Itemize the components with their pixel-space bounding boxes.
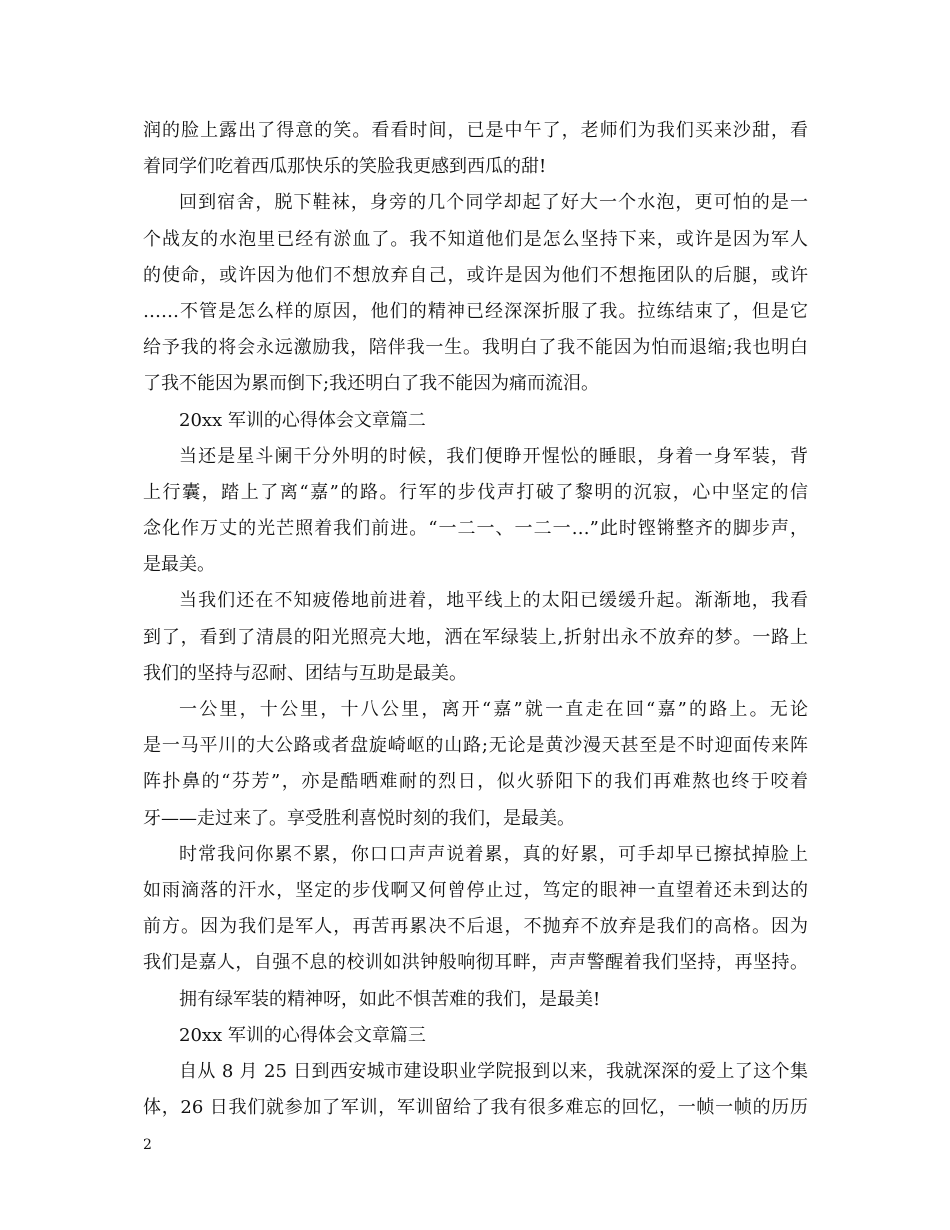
text-line: 20xx 军训的心得体会文章篇三 — [179, 1024, 426, 1046]
text-line: 如雨滴落的汗水，坚定的步伐啊又何曾停止过，笃定的眼神一直望着还未到达的 — [143, 879, 808, 901]
page-number: 2 — [143, 1137, 152, 1153]
text-line: 是最美。 — [143, 554, 215, 576]
text-line: 阵扑鼻的“芬芳”，亦是酷晒难耐的烈日，似火骄阳下的我们再难熬也终于咬着 — [143, 771, 808, 793]
text-line: 牙——走过来了。享受胜利喜悦时刻的我们，是最美。 — [143, 807, 575, 829]
text-line: 上行囊，踏上了离“嘉”的路。行军的步伐声打破了黎明的沉寂，心中坚定的信 — [143, 481, 808, 503]
text-line: 我们的坚持与忍耐、团结与互助是最美。 — [143, 662, 467, 684]
text-line: 个战友的水泡里已经有淤血了。我不知道他们是怎么坚持下来，或许是因为军人 — [143, 228, 808, 250]
text-line: 到了，看到了清晨的阳光照亮大地，洒在军绿装上,折射出永不放弃的梦。一路上 — [143, 626, 808, 648]
text-line: 当我们还在不知疲倦地前进着，地平线上的太阳已缓缓升起。渐渐地，我看 — [179, 590, 808, 612]
text-line: 的使命，或许因为他们不想放弃自己，或许是因为他们不想拖团队的后腿，或许 — [143, 264, 808, 286]
text-line: 着同学们吃着西瓜那快乐的笑脸我更感到西瓜的甜! — [143, 156, 547, 178]
text-line: 20xx 军训的心得体会文章篇二 — [179, 409, 426, 431]
text-line: 体，26 日我们就参加了军训，军训留给了我有很多难忘的回忆，一帧一帧的历历 — [143, 1097, 808, 1119]
text-line: 前方。因为我们是军人，再苦再累决不后退，不抛弃不放弃是我们的高格。因为 — [143, 916, 808, 938]
text-line: ……不管是怎么样的原因，他们的精神已经深深折服了我。拉练结束了，但是它 — [143, 300, 808, 322]
text-line: 时常我问你累不累，你口口声声说着累，真的好累，可手却早已擦拭掉脸上 — [179, 843, 808, 865]
text-line: 是一马平川的大公路或者盘旋崎岖的山路;无论是黄沙漫天甚至是不时迎面传来阵 — [143, 735, 808, 757]
text-line: 念化作万丈的光芒照着我们前进。“一二一、一二一…”此时铿锵整齐的脚步声， — [143, 518, 808, 540]
text-line: 润的脸上露出了得意的笑。看看时间，已是中午了，老师们为我们买来沙甜，看 — [143, 120, 808, 141]
document-body — [143, 113, 808, 1126]
text-line: 当还是星斗阑干分外明的时候，我们便睁开惺忪的睡眼，身着一身军装，背 — [179, 445, 808, 467]
text-line: 拥有绿军装的精神呀，如此不惧苦难的我们，是最美! — [179, 988, 601, 1010]
text-line: 我们是嘉人，自强不息的校训如洪钟般响彻耳畔，声声警醒着我们坚持，再坚持。 — [143, 952, 808, 974]
text-line: 了我不能因为累而倒下;我还明白了我不能因为痛而流泪。 — [143, 373, 600, 395]
text-line: 回到宿舍，脱下鞋袜，身旁的几个同学却起了好大一个水泡，更可怕的是一 — [179, 192, 808, 214]
text-line: 一公里，十公里，十八公里，离开“嘉”就一直走在回“嘉”的路上。无论 — [179, 699, 808, 720]
text-line: 自从 8 月 25 日到西安城市建设职业学院报到以来，我就深深的爱上了这个集 — [179, 1060, 808, 1082]
text-line: 给予我的将会永远激励我，陪伴我一生。我明白了我不能因为怕而退缩;我也明白 — [143, 337, 808, 359]
